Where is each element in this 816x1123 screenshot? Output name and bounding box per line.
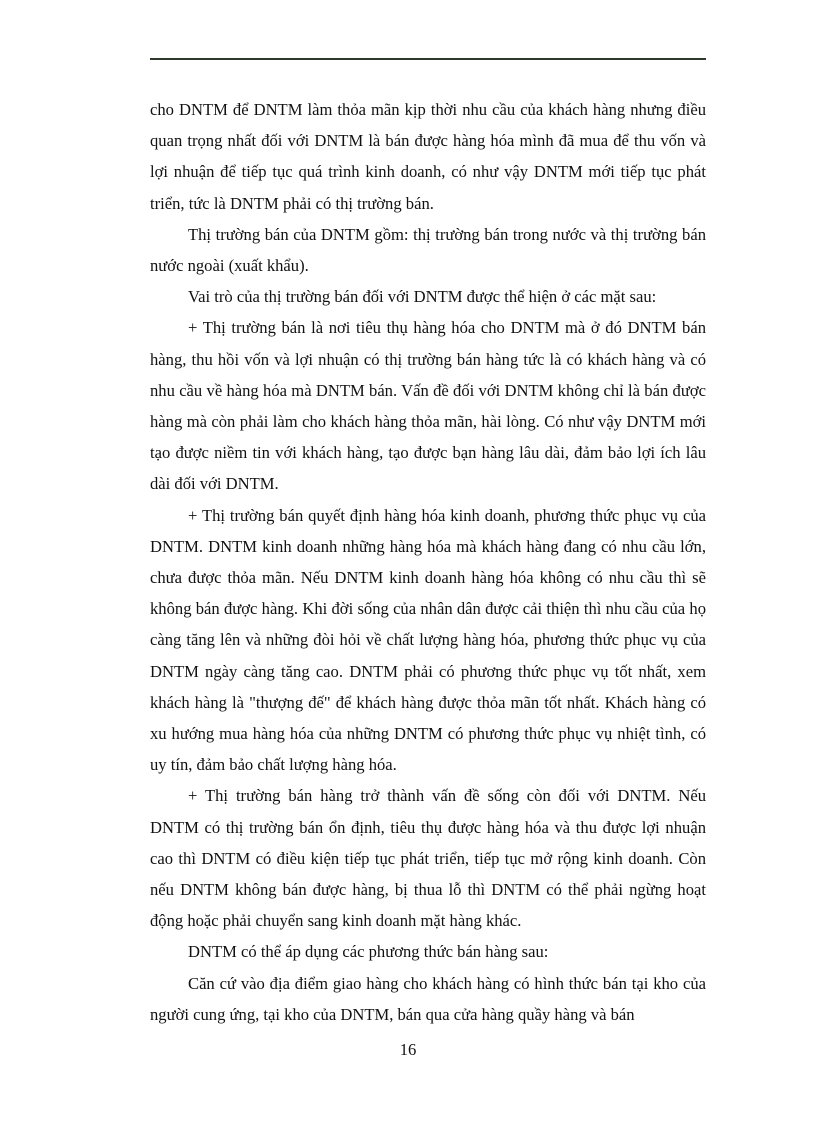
- paragraph: cho DNTM để DNTM làm thỏa mãn kịp thời nhu cầu của khách hàng nhưng điều quan trọng nhất đối với DNTM là bán được hàng hóa mình đã mua để thu vốn và lợi nhuận để tiếp tục quá trình kinh doanh, có như vậy DNTM mới tiếp tục phát triển, tức là DNTM phải có thị trường bán.: [150, 100, 706, 213]
- header-rule: [150, 58, 706, 60]
- paragraph: Thị trường bán của DNTM gồm: thị trường bán trong nước và thị trường bán nước ngoài (xuất khẩu).: [150, 224, 706, 276]
- paragraph: + Thị trường bán quyết định hàng hóa kinh doanh, phương thức phục vụ của DNTM. DNTM kinh doanh những hàng hóa mà khách hàng đang có nhu cầu lớn, chưa được thỏa mãn. Nếu DNTM kinh doanh hàng hóa không có nhu cầu thì sẽ không bán được hàng. Khi đời sống của nhân dân được cải thiện thì nhu cầu của họ càng tăng lên và những đòi hỏi về chất lượng hàng hóa, phương thức phục vụ của DNTM ngày càng tăng cao. DNTM phải có phương thức phục vụ tốt nhất, xem khách hàng là "thượng đế" để khách hàng được thỏa mãn tốt nhất. Khách hàng có xu hướng mua hàng hóa của những DNTM có phương thức phục vụ nhiệt tình, có uy tín, đảm bảo chất lượng hàng hóa.: [150, 505, 706, 775]
- paragraph: + Thị trường bán là nơi tiêu thụ hàng hóa cho DNTM mà ở đó DNTM bán hàng, thu hồi vốn và lợi nhuận có thị trường bán hàng tức là có khách hàng và có nhu cầu về hàng hóa mà DNTM bán. Vấn đề đối với DNTM không chỉ là bán được hàng mà còn phải làm cho khách hàng thỏa mãn, hài lòng. Có như vậy DNTM mới tạo được niềm tin với khách hàng, tạo được bạn hàng lâu dài, đảm bảo lợi ích lâu dài đối với DNTM.: [150, 318, 706, 494]
- paragraph: Vai trò của thị trường bán đối với DNTM được thể hiện ở các mặt sau:: [188, 287, 657, 307]
- paragraph: Căn cứ vào địa điểm giao hàng cho khách hàng có hình thức bán tại kho của người cung ứng, tại kho của DNTM, bán qua cửa hàng quầy hàng và bán: [150, 973, 706, 1024]
- body-text: [150, 94, 706, 1030]
- paragraph: + Thị trường bán hàng trở thành vấn đề sống còn đối với DNTM. Nếu DNTM có thị trường bán ổn định, tiêu thụ được hàng hóa và thu được lợi nhuận cao thì DNTM có điều kiện tiếp tục phát triển, tiếp tục mở rộng kinh doanh. Còn nếu DNTM không bán được hàng, bị thua lỗ thì DNTM có thể phải ngừng hoạt động hoặc phải chuyển sang kinh doanh mặt hàng khác.: [150, 786, 706, 931]
- page-number: 16: [399, 1040, 417, 1059]
- paragraph: DNTM có thể áp dụng các phương thức bán hàng sau:: [188, 942, 549, 962]
